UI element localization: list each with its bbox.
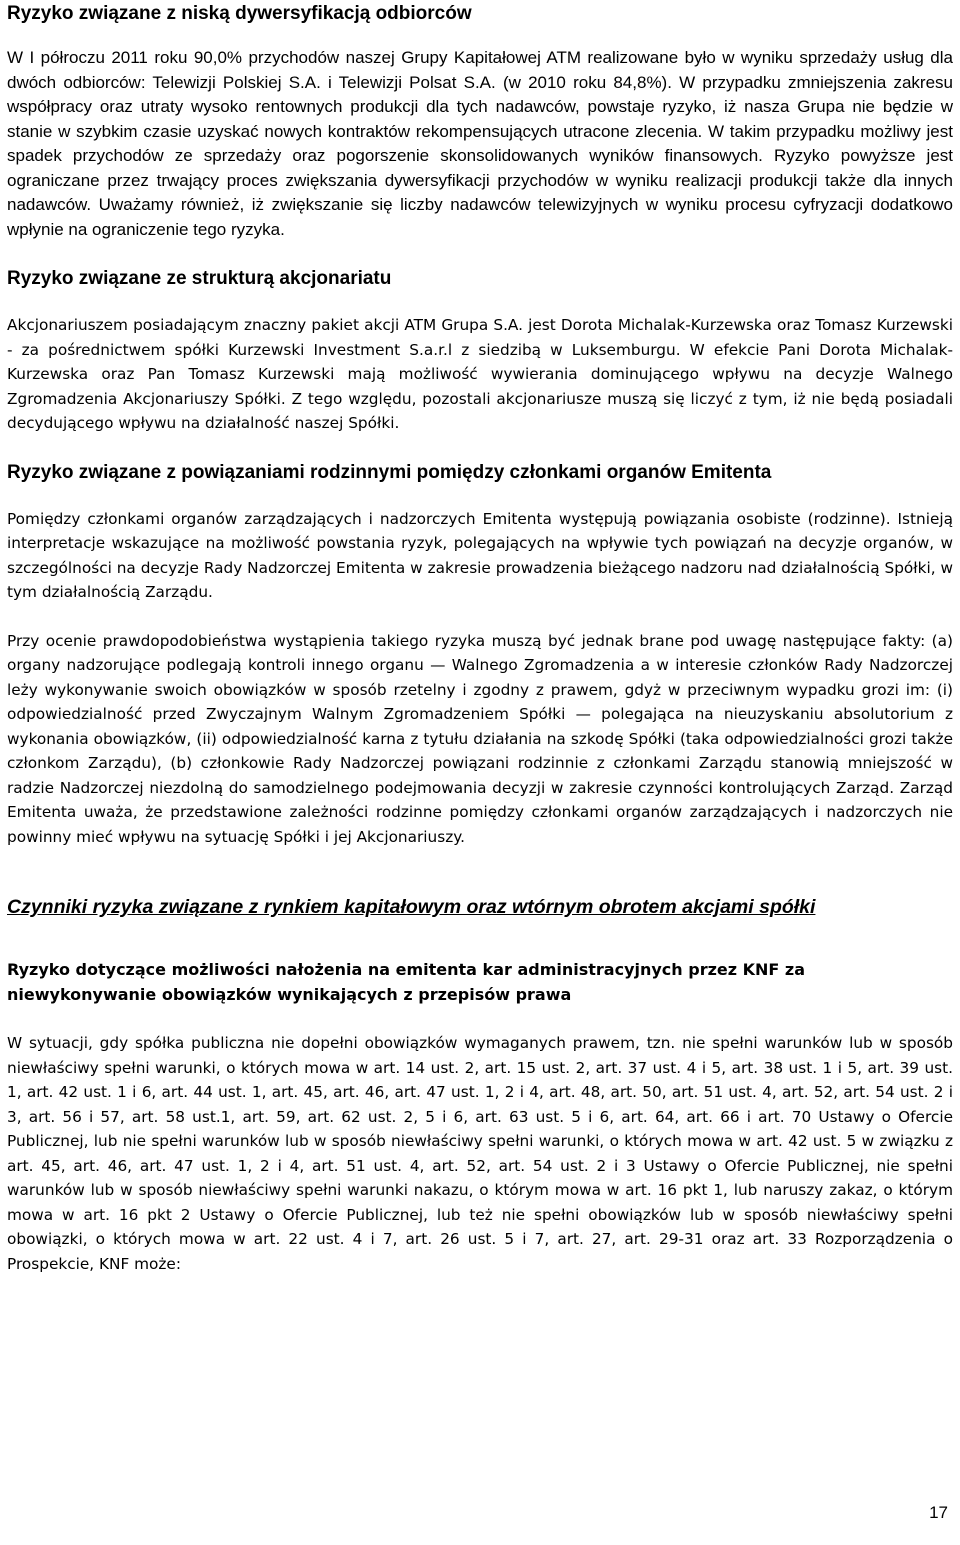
- section-heading-capital-market-risks: Czynniki ryzyka związane z rynkiem kapitałowym oraz wtórnym obrotem akcjami spółki: [7, 896, 816, 918]
- paragraph-shareholder-structure: Akcjonariuszem posiadającym znaczny pakiet akcji ATM Grupa S.A. jest Dorota Michalak-Kurzewska oraz Tomasz Kurzewski - za pośrednictwem spółki Kurzewski Investment S.a.r.l z siedzibą w Luksemburgu. W efekcie Pani Dorota Michalak-Kurzewska oraz Pan Tomasz Kurzewski mają możliwość wywierania dominującego wpływu na decyzje Walnego Zgromadzenia Akcjonariuszy Spółki. Z tego względu, pozostali akcjonariusze muszą się liczyć z tym, iż nie będą posiadali decydującego wpływu na działalność naszej Spółki.: [7, 316, 953, 432]
- section-heading-shareholder-structure: Ryzyko związane ze strukturą akcjonariatu: [7, 268, 392, 289]
- section-heading-knf-penalties: Ryzyko dotyczące możliwości nałożenia na emitenta kar administracyjnych przez KNF za niewykonywanie obowiązków wynikających z przepisów prawa: [7, 960, 806, 1004]
- paragraph-family-ties-1: Pomiędzy członkami organów zarządzających i nadzorczych Emitenta występują powiązania osobiste (rodzinne). Istnieją interpretacje wskazujące na możliwość powstania ryzyk, polegających na wpływie tych powiązań na decyzje organów, w szczególności na decyzje Rady Nadzorczej Emitenta w zakresie prowadzenia bieżącego nadzoru nad działalnością Spółki, w tym działalnością Zarządu.: [7, 509, 953, 601]
- paragraph-knf-penalties: W sytuacji, gdy spółka publiczna nie dopełni obowiązków wymaganych prawem, tzn. nie spełni warunków lub w sposób niewłaściwy spełni warunki, o których mowa w art. 14 ust. 2, art. 15 ust. 2, art. 37 ust. 4 i 5, art. 38 ust. 1 i 5, art. 39 ust. 1, art. 42 ust. 1 i 6, art. 44 ust. 1, art. 45, art. 46, art. 47 ust. 1, 2 i 4, art. 48, art. 50, art. 51 ust. 4, art. 52, art. 54 ust. 2 i 3, art. 56 i 57, art. 58 ust.1, art. 59, art. 62 ust. 2, 5 i 6, art. 63 ust. 5 i 6, art. 64, art. 66 i art. 70 Ustawy o Ofercie Publicznej, lub nie spełni warunków lub w sposób niewłaściwy spełni warunki, o których mowa w art. 42 ust. 5 w związku z art. 45, art. 46, art. 47 ust. 1, 2 i 4, art. 51 ust. 4, art. 52, art. 54 ust. 2 i 3 Ustawy o Ofercie Publicznej, nie spełni warunków lub w sposób niewłaściwy spełni warunki nakazu, o którym mowa w art. 16 pkt 1, lub naruszy zakaz, o którym mowa w art. 16 pkt 2 Ustawy o Ofercie Publicznej, lub też nie spełni obowiązków lub w sposób niewłaściwy spełni obowiązki, o których mowa w art. 22 ust. 4 i 7, art. 26 ust. 5 i 7, art. 27, art. 29-31 oraz art. 33 Rozporządzenia o Prospekcie, KNF może:: [7, 1034, 953, 1273]
- paragraph-family-ties-2: Przy ocenie prawdopodobieństwa wystąpienia takiego ryzyka muszą być jednak brane pod uwagę następujące fakty: (a) organy nadzorujące podlegają kontroli innego organu — Walnego Zgromadzenia a w interesie członków Rady Nadzorczej leży wykonywanie swoich obowiązków w sposób rzetelny i zgodny z prawem, gdyż w przeciwnym wypadku grozi im: (i) odpowiedzialność przed Zwyczajnym Walnym Zgromadzeniem Spółki — polegająca na nieuzyskaniu absolutorium z wykonania obowiązków, (ii) odpowiedzialność karna z tytułu działania na szkodę Spółki (taka odpowiedzialności grozi także członkom Zarządu), (b) członkowie Rady Nadzorczej powiązani rodzinnie z członkami Zarządu stanowią mniejszość w radzie Nadzorczej niezdolną do samodzielnego podejmowania decyzji w zakresie czynności kontrolujących Zarząd. Zarząd Emitenta uważa, że przedstawione zależności rodzinne pomiędzy członkami organów zarządzających i nadzorczych nie powinny mieć wpływu na sytuację Spółki i jej Akcjonariuszy.: [7, 631, 953, 846]
- section-heading-family-ties: Ryzyko związane z powiązaniami rodzinnymi pomiędzy członkami organów Emitenta: [7, 461, 772, 483]
- paragraph-customer-diversification: W I półroczu 2011 roku 90,0% przychodów naszej Grupy Kapitałowej ATM realizowane było w wyniku sprzedaży usług dla dwóch odbiorców: Telewizji Polskiej S.A. i Telewizji Polsat S.A. (w 2010 roku 84,8%). W przypadku zmniejszenia zakresu współpracy oraz utraty wysoko rentownych produkcji dla tych nadawców, powstaje ryzyko, iż nasza Grupa nie będzie w stanie w szybkim czasie uzyskać nowych kontraktów rekompensujących utracone zlecenia. W takim przypadku możliwy jest spadek przychodów ze sprzedaży oraz pogorszenie skonsolidowanych wyników finansowych. Ryzyko powyższe jest ograniczane przez trwający proces zwiększania dywersyfikacji przychodów w wyniku realizacji produkcji także dla innych nadawców. Uważamy również, iż zwiększanie się liczby nadawców telewizyjnych w wyniku procesu cyfryzacji dodatkowo wpłynie na ograniczenie tego ryzyka.: [7, 48, 953, 239]
- page-number: 17: [929, 1503, 948, 1522]
- section-heading-customer-diversification: Ryzyko związane z niską dywersyfikacją odbiorców: [7, 3, 472, 24]
